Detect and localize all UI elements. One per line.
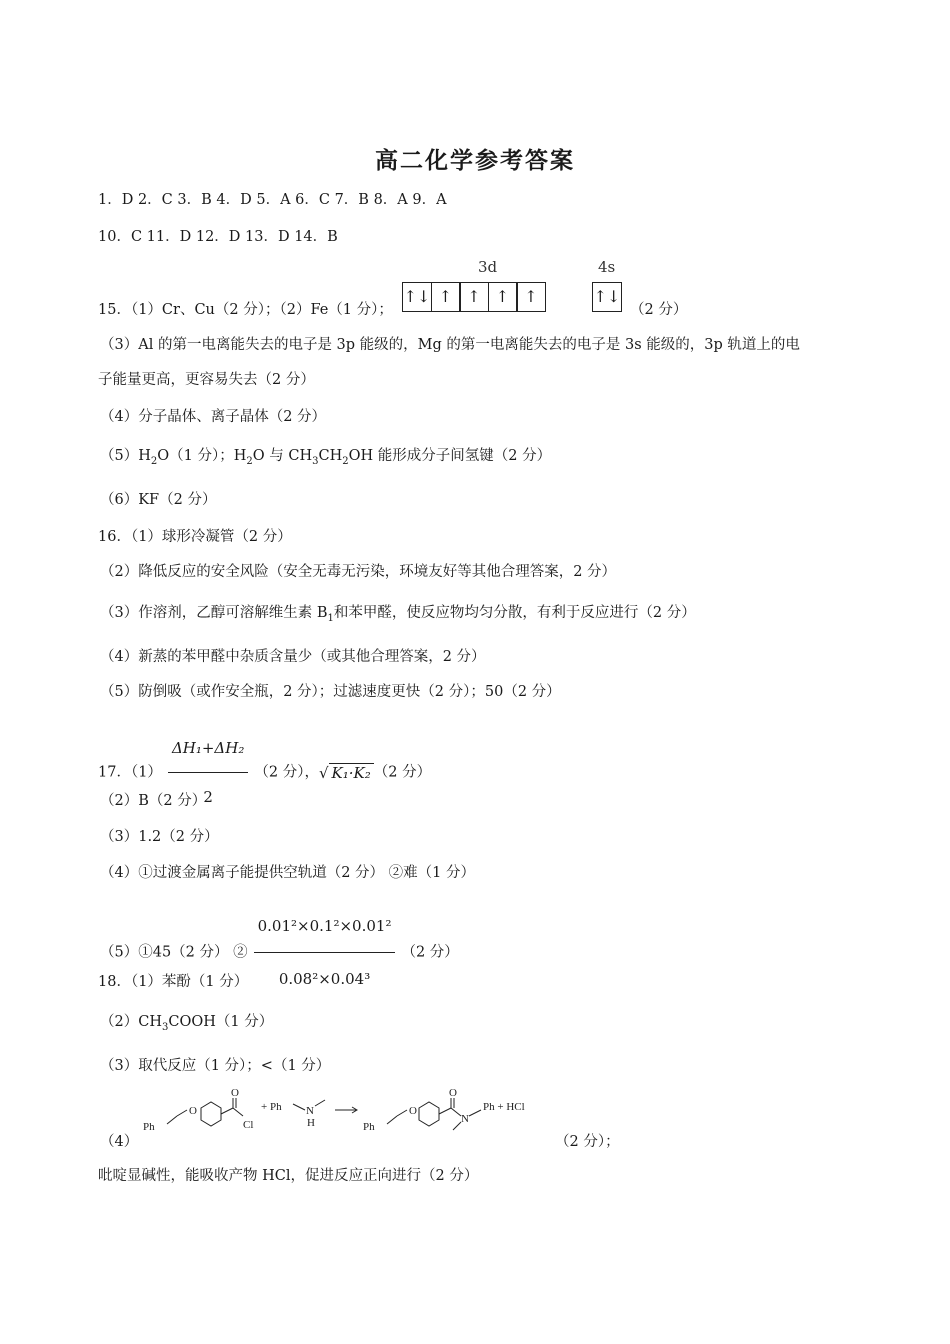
- label: （5）: [100, 448, 139, 464]
- oxygen-atom: O: [409, 1105, 417, 1117]
- q16-part2: （2）降低反应的安全风险（安全无毒无污染，环境友好等其他合理答案，2 分）: [100, 564, 617, 580]
- sqrt-expression: √ K₁·K₂: [319, 751, 374, 795]
- text: （3）作溶剂，乙醇可溶解维生素 B: [100, 605, 328, 621]
- equilibrium-fraction: [254, 902, 396, 1003]
- text: 和苯甲醛，使反应物均匀分散，有利于反应进行（2 分）: [333, 605, 696, 621]
- chlorine-atom: Cl: [243, 1119, 254, 1131]
- text: COOH（1 分）: [168, 1014, 274, 1030]
- phenyl-group: Ph + HCl: [483, 1101, 525, 1113]
- radicand: K₁·K₂: [329, 763, 374, 782]
- q18-part4-label: （4）: [100, 1134, 139, 1150]
- hydrogen-atom: H: [307, 1117, 315, 1129]
- q15-part2-score: （2 分）: [630, 302, 688, 318]
- q15-part5: [100, 446, 551, 472]
- text: （2 分）: [373, 764, 432, 781]
- orbital-box: ↑: [488, 282, 518, 312]
- q15-part3-line2: 子能量更高，更容易失去（2 分）: [98, 372, 315, 388]
- text: （2 分），: [254, 764, 319, 781]
- phenyl-group: Ph: [143, 1121, 155, 1133]
- reaction-scheme: [135, 1088, 555, 1148]
- formula: H: [138, 448, 151, 464]
- q17-part2: （2）B（2 分）: [100, 793, 207, 809]
- denominator: 2: [203, 788, 213, 806]
- nitrogen-atom: N: [461, 1113, 469, 1125]
- subscript: 2: [150, 455, 158, 467]
- text: O（1 分）；: [157, 448, 234, 464]
- q15-part6: （6）KF（2 分）: [100, 492, 217, 508]
- formula: CH: [318, 448, 343, 464]
- q15-part3-line1: （3）Al 的第一电离能失去的电子是 3p 能级的，Mg 的第一电离能失去的电子是 3s 能级的，3p 轨道上的电: [100, 337, 800, 353]
- label: 17．（1）: [98, 764, 162, 781]
- orbital-box: ↑↓: [402, 282, 432, 312]
- text: OH 能形成分子间氢键（2 分）: [348, 448, 552, 464]
- carbonyl-oxygen: O: [231, 1088, 239, 1099]
- q18-part2: [100, 1012, 273, 1038]
- mc-answers-row-1: 1．D 2．C 3．B 4．D 5．A 6．C 7．B 8．A 9．A: [98, 192, 447, 208]
- denominator: 0.08²×0.04³: [278, 970, 371, 988]
- page-title: 高二化学参考答案: [375, 147, 575, 174]
- q15-part1: 15．（1）Cr、Cu（2 分）；（2）Fe（1 分）；: [98, 302, 393, 318]
- q16-part5: （5）防倒吸（或作安全瓶，2 分）；过滤速度更快（2 分）；50（2 分）: [100, 684, 561, 700]
- orbital-box: ↑↓: [592, 282, 622, 312]
- orbital-box: ↑: [459, 282, 489, 312]
- carbonyl-oxygen: O: [449, 1088, 457, 1099]
- text: （2 分）: [401, 944, 459, 961]
- q18-part4-score: （2 分）；: [555, 1134, 620, 1150]
- numerator: ΔH₁+ΔH₂: [168, 726, 248, 773]
- orbital-3d-diagram: [402, 282, 546, 312]
- q17-part4: （4）①过渡金属离子能提供空轨道（2 分） ②难（1 分）: [100, 865, 476, 881]
- subscript: 1: [327, 612, 334, 624]
- q16-part4: （4）新蒸的苯甲醛中杂质含量少（或其他合理答案，2 分）: [100, 649, 486, 665]
- orbital-4s-label: 4s: [598, 258, 616, 276]
- nitrogen-atom: N: [306, 1105, 314, 1117]
- q15-part4: （4）分子晶体、离子晶体（2 分）: [100, 409, 327, 425]
- phenyl-group: Ph: [363, 1121, 375, 1133]
- formula: CH: [138, 1014, 162, 1030]
- numerator: 0.01²×0.1²×0.01²: [254, 902, 396, 953]
- subscript: 3: [312, 455, 319, 467]
- orbital-box: ↑: [431, 282, 461, 312]
- text: （5）①45（2 分） ②: [100, 944, 248, 961]
- formula: H: [233, 448, 247, 464]
- label: （2）: [100, 1014, 139, 1030]
- q18-part4-explanation: 吡啶显碱性，能吸收产物 HCl，促进反应正向进行（2 分）: [98, 1168, 479, 1184]
- q18-part3: （3）取代反应（1 分）；<（1 分）: [100, 1058, 331, 1074]
- oxygen-atom: O: [189, 1105, 197, 1117]
- orbital-3d-label: 3d: [478, 258, 498, 276]
- subscript: 2: [246, 455, 253, 467]
- text: O 与 CH: [252, 448, 313, 464]
- subscript: 2: [342, 455, 349, 467]
- q16-part1: 16．（1）球形冷凝管（2 分）: [98, 529, 292, 545]
- subscript: 3: [161, 1021, 169, 1033]
- mc-answers-row-2: 10．C 11．D 12．D 13．D 14．B: [98, 229, 338, 245]
- orbital-box: ↑: [516, 282, 546, 312]
- q18-part1: 18．（1）苯酚（1 分）: [98, 974, 249, 990]
- phenyl-group: + Ph: [261, 1101, 282, 1113]
- q16-part3: [100, 603, 696, 629]
- orbital-4s-diagram: [592, 282, 622, 312]
- q17-part3: （3）1.2（2 分）: [100, 829, 219, 845]
